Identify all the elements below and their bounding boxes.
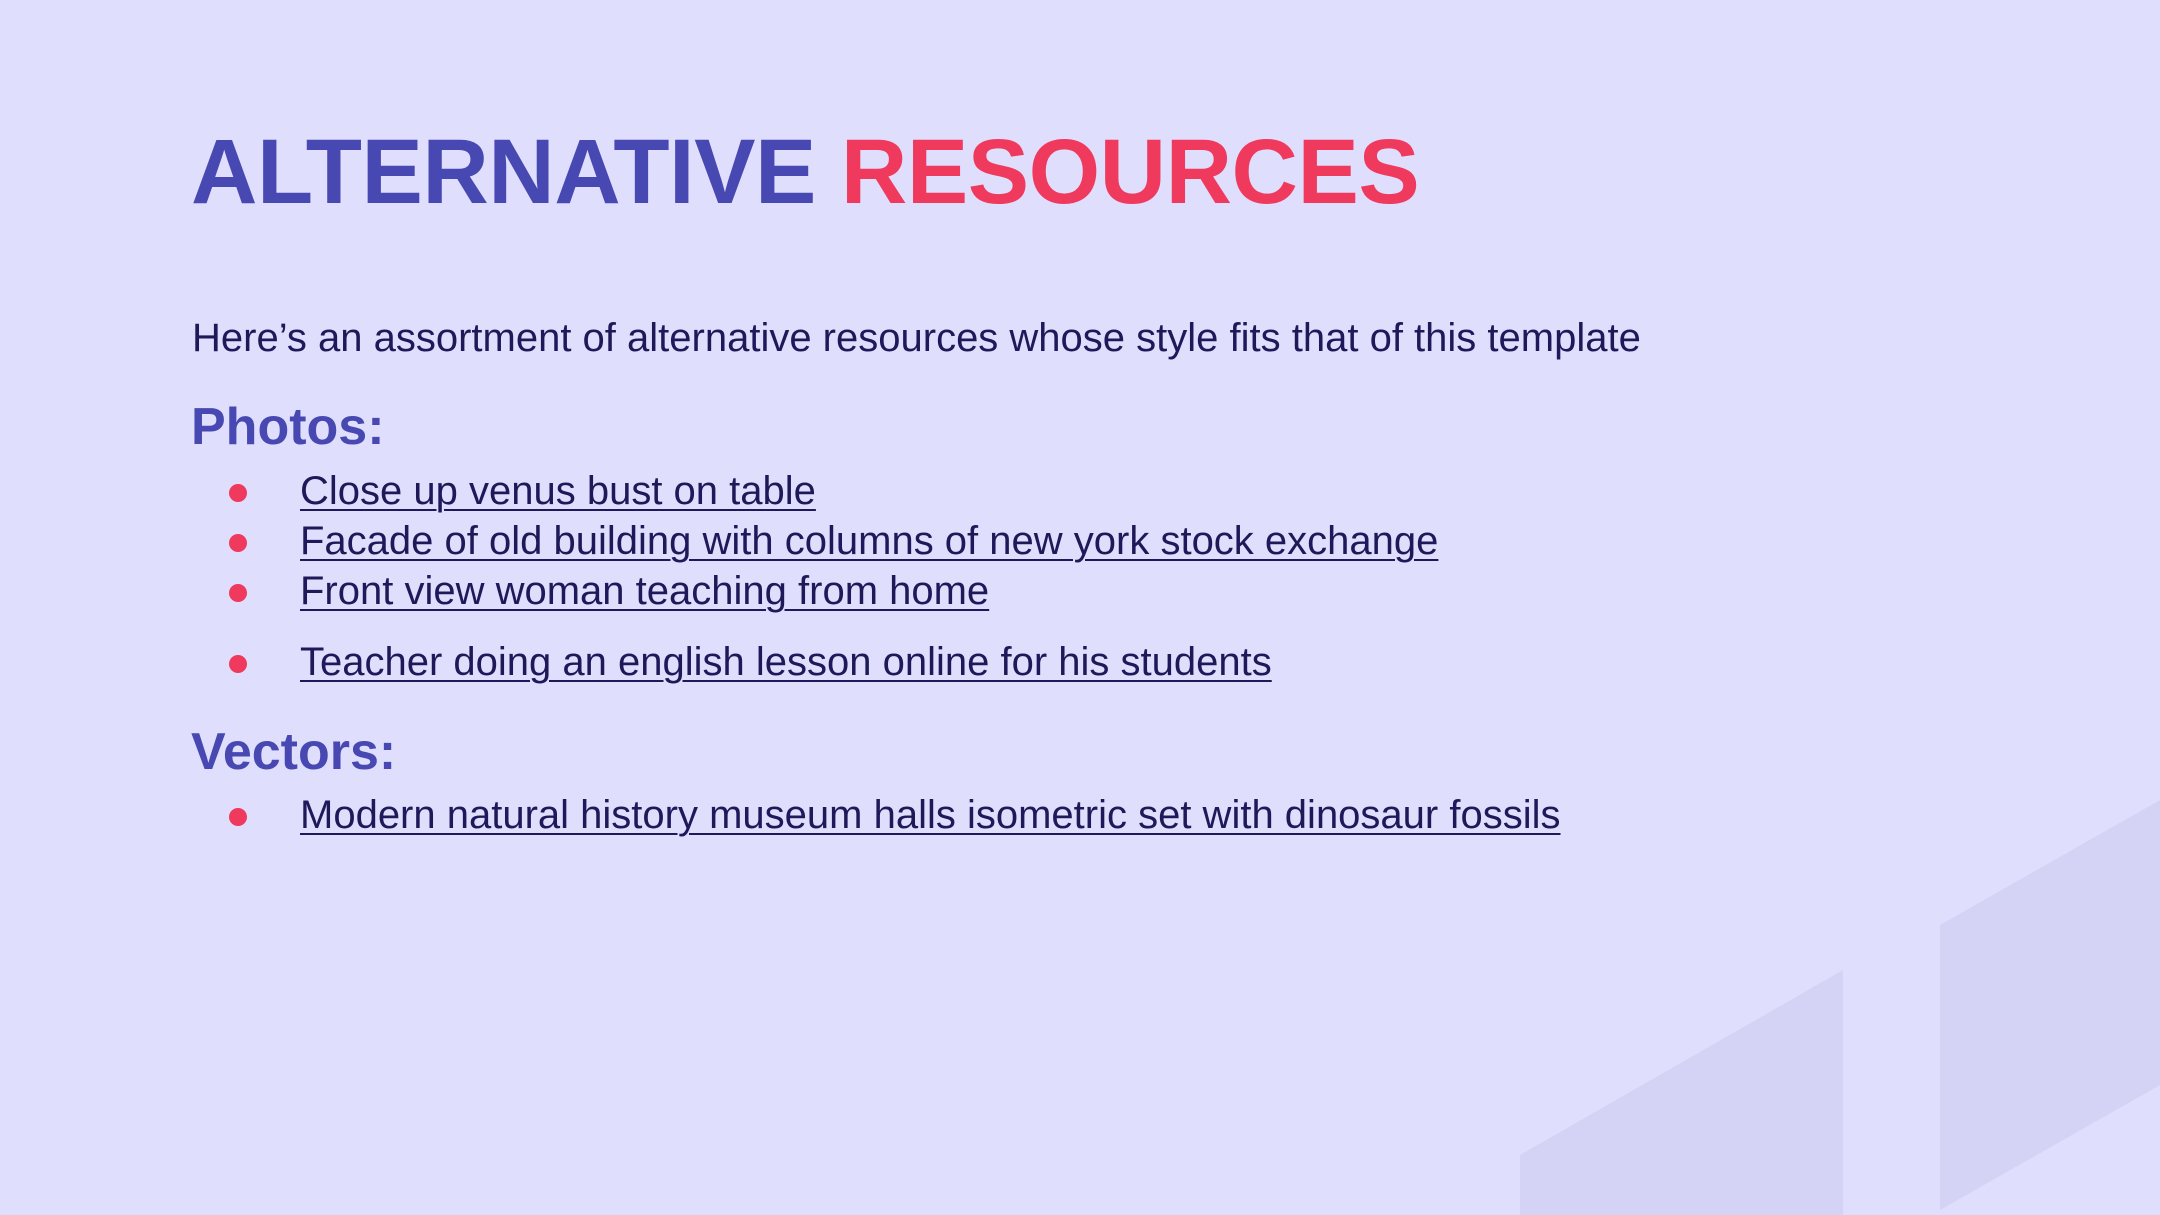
decorative-shape-left (1520, 970, 1843, 1215)
page-title (191, 121, 1420, 223)
photo-link-4[interactable]: Teacher doing an english lesson online for his students (300, 640, 1272, 684)
vector-link-1[interactable]: Modern natural history museum halls isometric set with dinosaur fossils (300, 793, 1561, 837)
bullet-icon (229, 655, 247, 673)
photos-heading: Photos: (191, 398, 385, 456)
photo-link-2[interactable]: Facade of old building with columns of new york stock exchange (300, 519, 1439, 563)
photo-link-1[interactable]: Close up venus bust on table (300, 469, 816, 513)
intro-text: Here’s an assortment of alternative resources whose style fits that of this template (192, 316, 1641, 360)
bullet-icon (229, 484, 247, 502)
title-part-accent: RESOURCES (840, 121, 1420, 223)
bullet-icon (229, 808, 247, 826)
bullet-icon (229, 584, 247, 602)
decorative-shape-right (1940, 800, 2160, 1210)
title-part-primary: ALTERNATIVE (191, 121, 816, 223)
vectors-heading: Vectors: (191, 723, 397, 781)
bullet-icon (229, 534, 247, 552)
photo-link-3[interactable]: Front view woman teaching from home (300, 569, 990, 613)
